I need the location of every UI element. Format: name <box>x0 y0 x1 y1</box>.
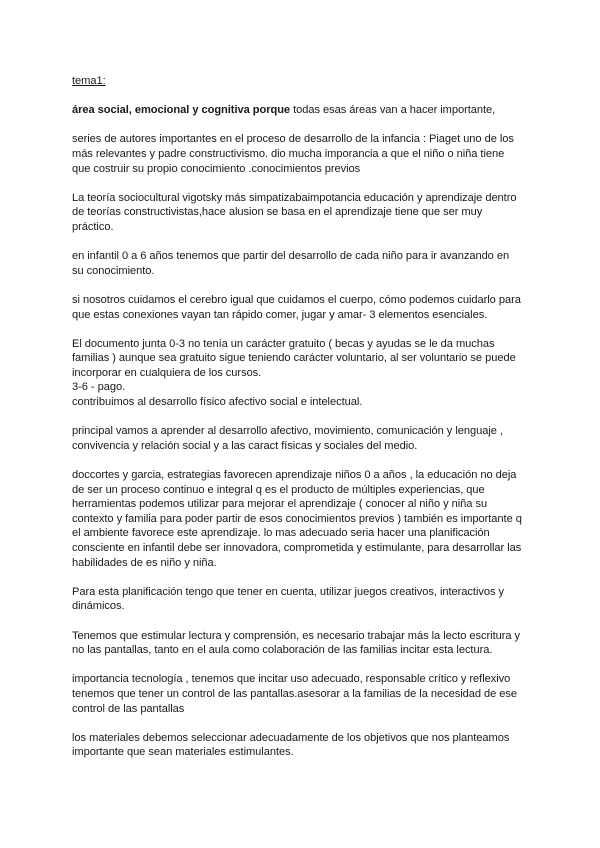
text-line: que costruir su propio conocimiento .conocimientos previos <box>72 162 361 175</box>
paragraph-8 <box>72 468 532 570</box>
title-text: tema1: <box>72 75 106 87</box>
paragraph-2 <box>72 132 532 176</box>
text-line: familias ) aunque sea gratuito sigue teniendo carácter voluntario, al ser voluntario se puede <box>72 352 516 365</box>
paragraph-6 <box>72 337 532 410</box>
text-line: La teoría sociocultural vigotsky más simpatizabaimpotancia educación y aprendizaje dentro <box>72 191 517 204</box>
document-title <box>72 74 532 89</box>
text-line: herramientas podemos utilizar para mejorar el aprendizaje ( conocer al niño y niña su <box>72 498 488 511</box>
paragraph-11 <box>72 672 532 716</box>
text-line: 3-6 - pago. <box>72 381 126 394</box>
text-line: doccortes y garcia, estrategias favorecen aprendizaje niños 0 a años , la educación no deja <box>72 469 517 482</box>
text-line: dinámicos. <box>72 600 125 613</box>
text-line: series de autores importantes en el proceso de desarrollo de la infancia : Piaget uno de los <box>72 133 514 146</box>
text-line: control de las pantallas <box>72 702 185 715</box>
paragraph-12 <box>72 731 532 760</box>
bold-heading-text: área social, emocional y cognitiva porque <box>72 104 291 117</box>
text-line: los materiales debemos seleccionar adecuadamente de los objetivos que nos planteamos <box>72 731 510 744</box>
paragraph-1-text: todas esas áreas van a hacer importante, <box>290 104 496 117</box>
text-line: importancia tecnología , tenemos que incitar uso adecuado, responsable crítico y reflexivo <box>72 673 511 686</box>
text-line: el ambiente favorece este aprendizaje. lo mas adecuado seria hacer una planificación <box>72 527 490 540</box>
text-line: de teorías constructivistas,hace alusion se basa en el aprendizaje tiene que ser muy <box>72 206 483 219</box>
paragraph-1 <box>72 103 532 118</box>
text-line: contribuimos al desarrollo físico afectivo social e intelectual. <box>72 396 363 409</box>
paragraph-5 <box>72 293 532 322</box>
text-line: práctico. <box>72 220 114 233</box>
text-line: si nosotros cuidamos el cerebro igual que cuidamos el cuerpo, cómo podemos cuidarlo para <box>72 293 521 306</box>
text-line: que estas conexiones vayan tan rápido comer, jugar y amar- 3 elementos esenciales. <box>72 308 488 321</box>
text-line: tenemos que tener un control de las pantallas.asesorar a la familias de la necesidad de ese <box>72 687 518 700</box>
text-line: contexto y familia para poder partir de esos conocimientos previos ) también es importante q <box>72 512 522 525</box>
document-body <box>72 74 532 775</box>
text-line: El documento junta 0-3 no tenía un carácter gratuito ( becas y ayudas se le da muchas <box>72 337 495 350</box>
text-line: Para esta planificación tengo que tener en cuenta, utilizar juegos creativos, interactivos y <box>72 585 505 598</box>
text-line: consciente en infantil debe ser innovadora, comprometida y estimulante, para desarrollar las <box>72 542 522 554</box>
paragraph-9 <box>72 585 532 614</box>
text-line: convivencia y relación social y a las caract físicas y sociales del medio. <box>72 439 418 452</box>
text-line: más relevantes y padre constructivismo. dio mucha imporancia a que el niño o niña tiene <box>72 147 505 160</box>
paragraph-7 <box>72 424 532 453</box>
paragraph-3 <box>72 191 532 235</box>
paragraph-10 <box>72 629 532 658</box>
text-line: su conocimiento. <box>72 264 155 277</box>
text-line: no las pantallas, tanto en el aula como colaboración de las familias incitar esta lectura. <box>72 644 493 657</box>
text-line: en infantil 0 a 6 años tenemos que partir del desarrollo de cada niño para ir avanzando en <box>72 250 510 263</box>
text-line: principal vamos a aprender al desarrollo afectivo, movimiento, comunicación y lenguaje , <box>72 425 503 438</box>
text-line: Tenemos que estimular lectura y comprensión, es necesario trabajar más la lecto escritura y <box>72 629 521 642</box>
text-line: habilidades de es niño y niña. <box>72 556 217 569</box>
text-line: incorporar en cualquiera de los cursos. <box>72 366 262 379</box>
text-line: de ser un proceso continuo e integral q es el producto de múltiples experiencias, que <box>72 483 485 496</box>
paragraph-4 <box>72 249 532 278</box>
text-line: importante que sean materiales estimulantes. <box>72 746 294 759</box>
